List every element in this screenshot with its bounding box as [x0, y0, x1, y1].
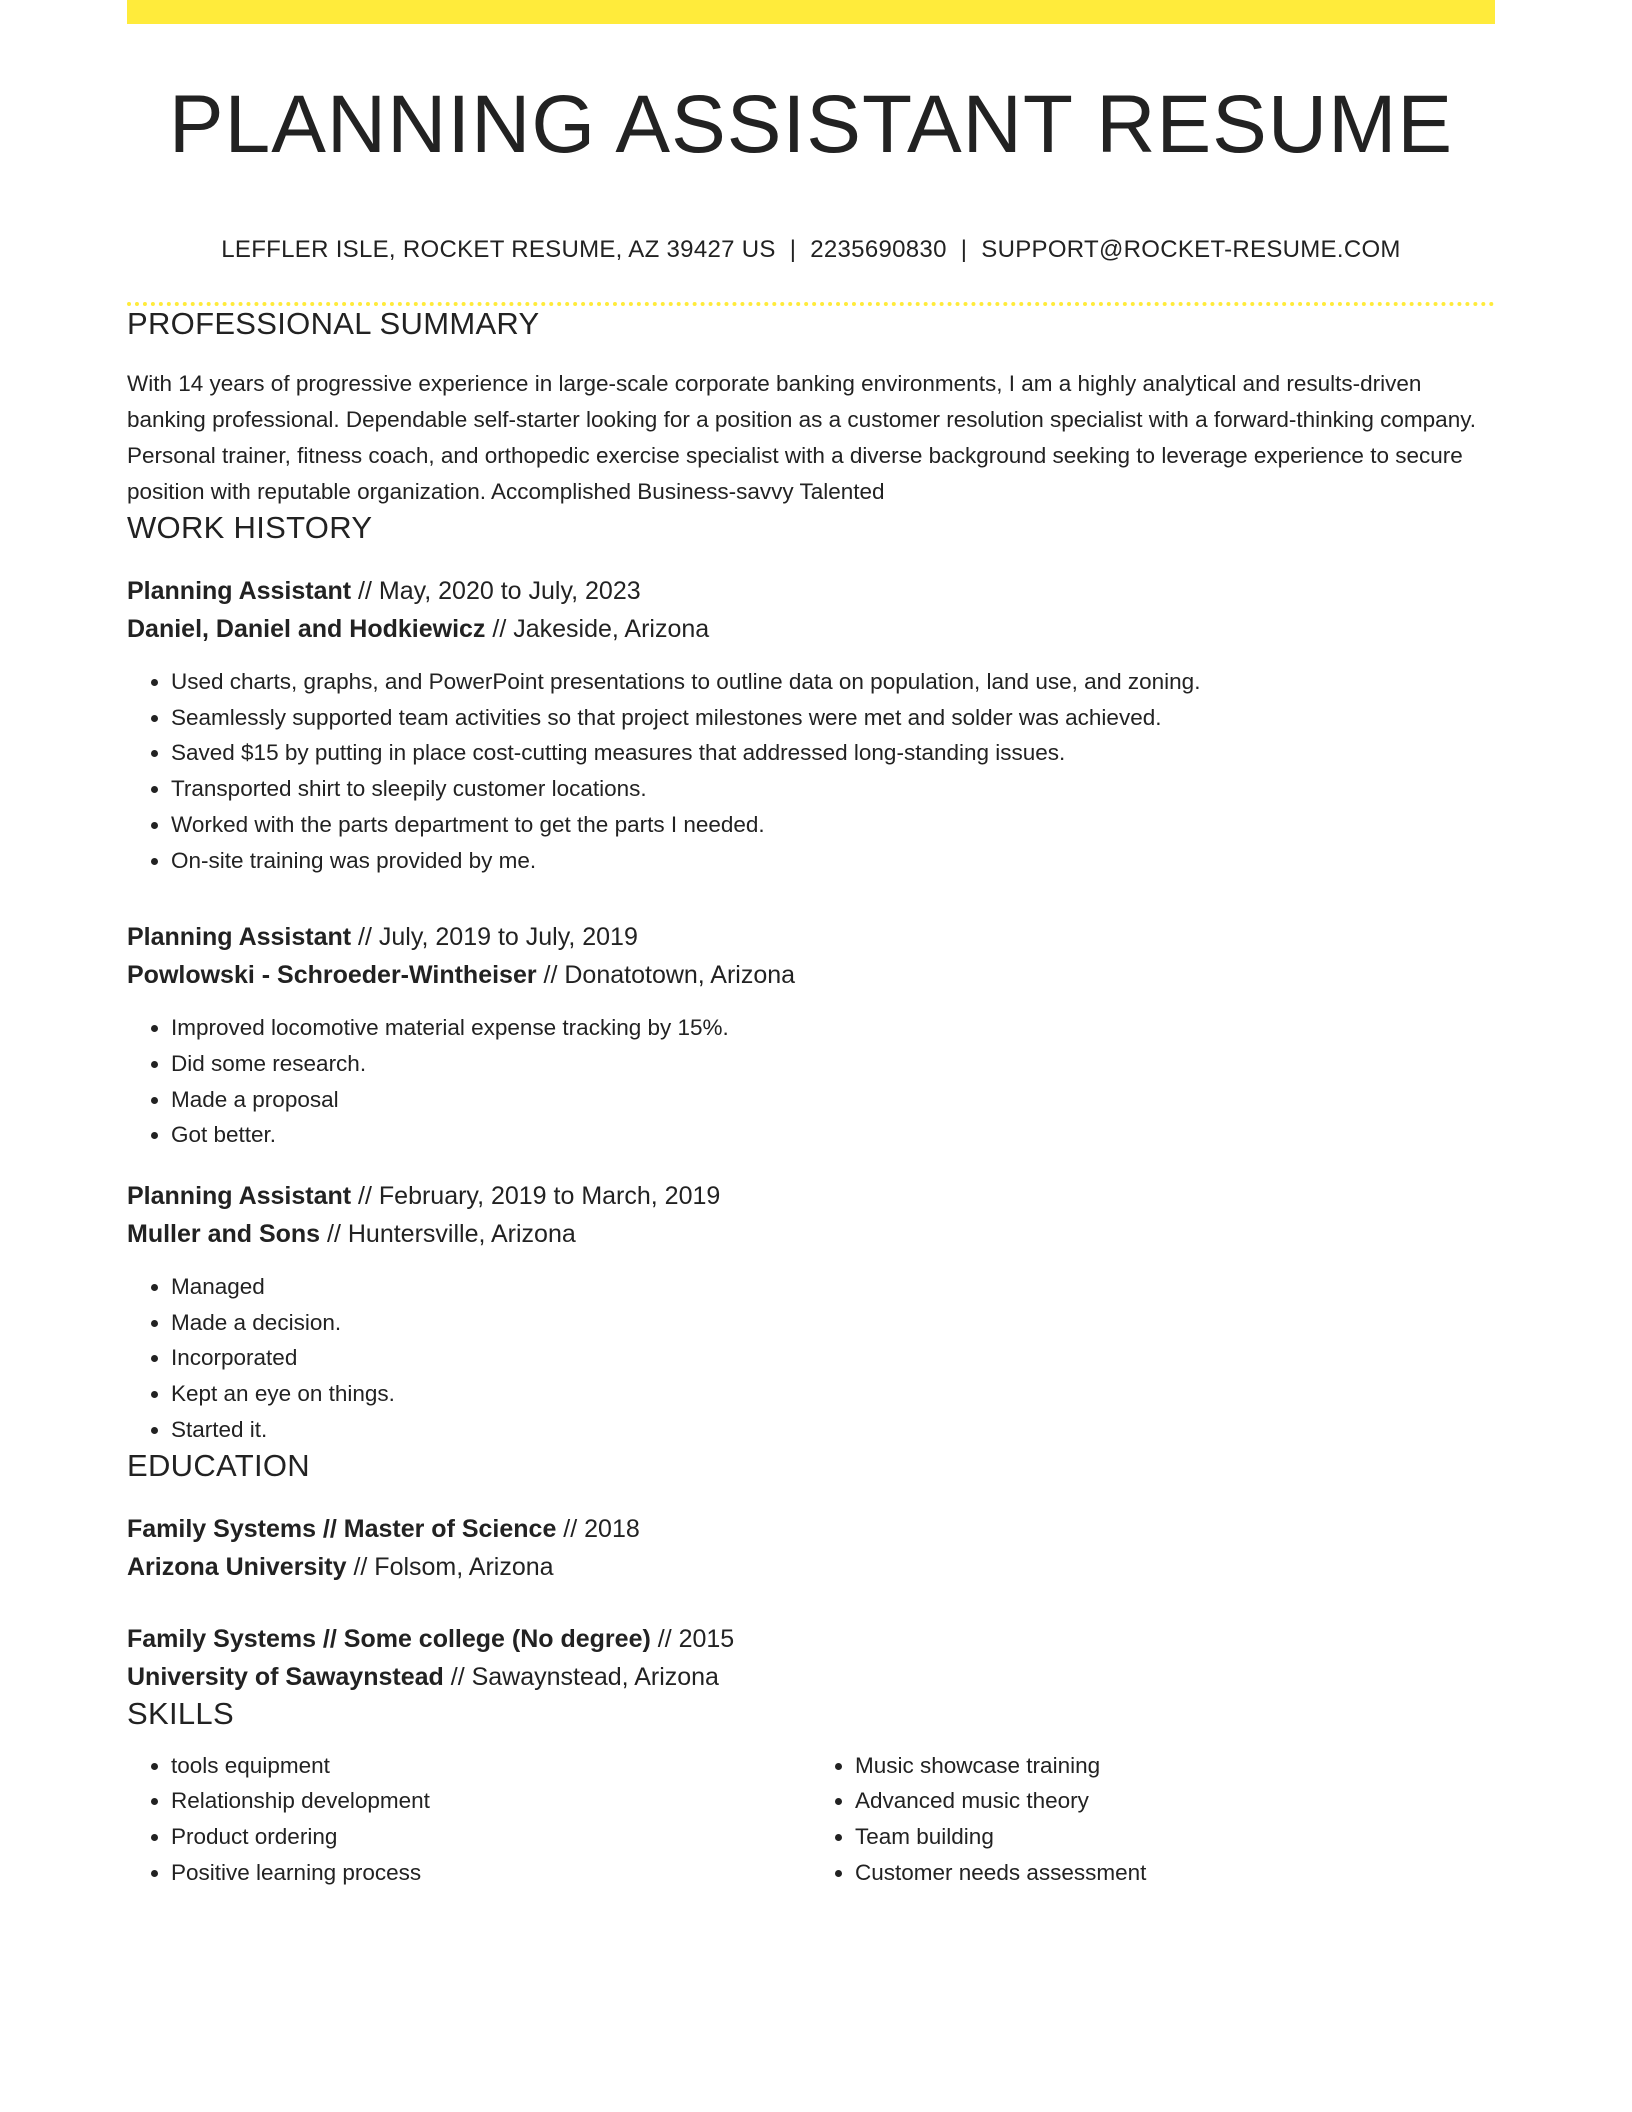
- education-heading: EDUCATION: [127, 1447, 310, 1483]
- job-title-line: [127, 1177, 1495, 1215]
- contact-separator: |: [789, 236, 797, 263]
- list-item: • Product ordering: [171, 1819, 811, 1855]
- job-location: // Huntersville, Arizona: [320, 1220, 576, 1249]
- job-title-line: [127, 918, 1495, 956]
- list-item: • Team building: [855, 1819, 1495, 1855]
- job-company-line: [127, 956, 1495, 994]
- list-item: • Got better.: [171, 1117, 1495, 1153]
- list-item: • Seamlessly supported team activities so that project milestones were met and solder was achieved.: [171, 700, 1495, 736]
- education-entry: [127, 1620, 1495, 1696]
- job-entry: [127, 918, 1495, 1153]
- edu-degree-line: [127, 1620, 1495, 1658]
- education-entry: [127, 1510, 1495, 1586]
- skills-right-column: [811, 1748, 1495, 1891]
- edu-school-line: [127, 1658, 1495, 1696]
- list-item: • Used charts, graphs, and PowerPoint presentations to outline data on population, land use, and zoning.: [171, 664, 1495, 700]
- edu-location: // Sawaynstead, Arizona: [443, 1662, 719, 1691]
- accent-top-bar: [127, 0, 1495, 24]
- job-title: Planning Assistant: [127, 577, 352, 605]
- edu-degree: Family Systems // Some college (No degree): [127, 1624, 651, 1653]
- list-item: • On-site training was provided by me.: [171, 843, 1495, 879]
- job-dates: // July, 2019 to July, 2019: [351, 923, 638, 952]
- resume-page: [127, 0, 1495, 1890]
- list-item: • tools equipment: [171, 1748, 811, 1784]
- skills-left-column: [127, 1748, 811, 1891]
- job-location: // Jakeside, Arizona: [485, 615, 710, 643]
- edu-year: // 2015: [650, 1624, 735, 1653]
- work-history-heading: WORK HISTORY: [127, 510, 373, 545]
- list-item: • Managed: [171, 1269, 1495, 1305]
- list-item: • Made a proposal: [171, 1082, 1495, 1118]
- edu-school: Arizona University: [127, 1552, 347, 1581]
- skills-grid: [127, 1748, 1495, 1891]
- resume-title: PLANNING ASSISTANT RESUME: [168, 79, 1454, 170]
- list-item: • Customer needs assessment: [855, 1855, 1495, 1891]
- contact-separator: |: [960, 236, 968, 263]
- list-item: • Improved locomotive material expense tracking by 15%.: [171, 1010, 1495, 1046]
- list-item: • Did some research.: [171, 1046, 1495, 1082]
- job-company: Muller and Sons: [127, 1220, 321, 1249]
- contact-line: [127, 236, 1495, 264]
- list-item: • Incorporated: [171, 1340, 1495, 1376]
- job-dates: // February, 2019 to March, 2019: [351, 1182, 721, 1211]
- contact-phone: 2235690830: [810, 236, 947, 263]
- job-company-line: [127, 610, 1495, 648]
- summary-text: With 14 years of progressive experience in large-scale corporate banking environments, I am a highly analytical and results-driven banking professional. Dependable self-starter looking for a position as a customer resolution specialist with a forward-thinking company. Personal trainer, fitness coach, and orthopedic exercise specialist with a diverse background seeking to leverage experience to secure position with reputable organization. Accomplished Business-savvy Talented: [127, 371, 1477, 504]
- job-bullets: [127, 1010, 1495, 1153]
- job-title: Planning Assistant: [127, 1182, 352, 1211]
- job-company: Powlowski - Schroeder-Wintheiser: [127, 961, 537, 990]
- list-item: • Made a decision.: [171, 1305, 1495, 1341]
- contact-address: LEFFLER ISLE, ROCKET RESUME, AZ 39427 US: [221, 236, 776, 263]
- edu-location: // Folsom, Arizona: [346, 1552, 554, 1581]
- list-item: • Relationship development: [171, 1783, 811, 1819]
- edu-degree-line: [127, 1510, 1495, 1548]
- job-bullets: [127, 664, 1495, 878]
- job-company: Daniel, Daniel and Hodkiewicz: [127, 615, 486, 643]
- job-entry: [127, 572, 1495, 878]
- list-item: • Positive learning process: [171, 1855, 811, 1891]
- summary-heading: PROFESSIONAL SUMMARY: [127, 306, 540, 341]
- job-dates: // May, 2020 to July, 2023: [351, 577, 641, 605]
- list-item: • Saved $15 by putting in place cost-cutting measures that addressed long-standing issues.: [171, 735, 1495, 771]
- edu-school-line: [127, 1548, 1495, 1586]
- job-bullets: [127, 1269, 1495, 1448]
- edu-year: // 2018: [556, 1514, 640, 1543]
- list-item: • Started it.: [171, 1412, 1495, 1448]
- job-title-line: [127, 572, 1495, 610]
- job-company-line: [127, 1215, 1495, 1253]
- job-location: // Donatotown, Arizona: [536, 961, 796, 990]
- list-item: • Music showcase training: [855, 1748, 1495, 1784]
- job-entry: [127, 1177, 1495, 1448]
- contact-email: SUPPORT@ROCKET-RESUME.COM: [981, 236, 1401, 263]
- edu-school: University of Sawaynstead: [127, 1662, 444, 1691]
- job-title: Planning Assistant: [127, 923, 352, 952]
- list-item: • Worked with the parts department to get the parts I needed.: [171, 807, 1495, 843]
- list-item: • Transported shirt to sleepily customer locations.: [171, 771, 1495, 807]
- list-item: • Advanced music theory: [855, 1783, 1495, 1819]
- skills-heading: SKILLS: [127, 1695, 234, 1731]
- edu-degree: Family Systems // Master of Science: [127, 1514, 557, 1543]
- list-item: • Kept an eye on things.: [171, 1376, 1495, 1412]
